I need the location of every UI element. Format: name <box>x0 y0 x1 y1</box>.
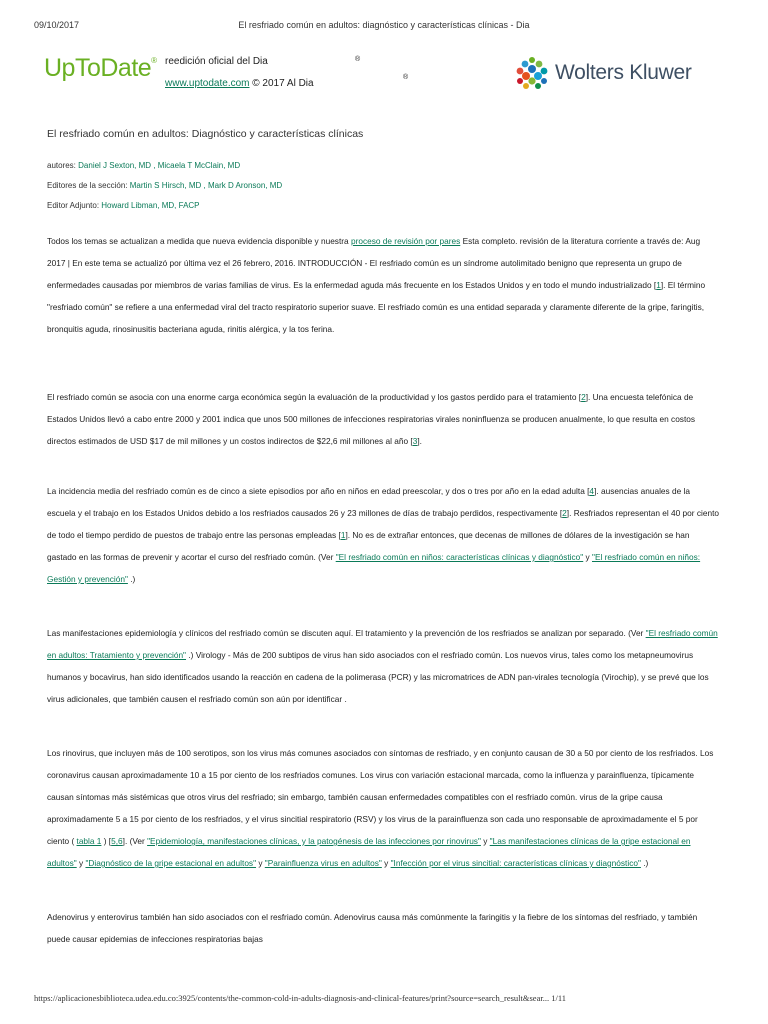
table-link[interactable]: tabla 1 <box>76 836 102 846</box>
reference-link[interactable]: 5,6 <box>111 836 123 846</box>
topic-link[interactable]: "Infección por el virus sincitial: características clínicas y diagnóstico" <box>390 858 641 868</box>
wolters-kluwer-globe-icon <box>515 56 549 90</box>
reference-link[interactable]: 1 <box>340 530 346 540</box>
topic-link[interactable]: "Diagnóstico de la gripe estacional en adultos" <box>85 858 257 868</box>
reedition-text: reedición oficial del Dia <box>165 56 268 67</box>
article-title: El resfriado común en adultos: Diagnóstico y características clínicas <box>47 128 364 140</box>
topic-link[interactable]: "Parainfluenza virus en adultos" <box>264 858 382 868</box>
paragraph-adenovirus: Adenovirus y enterovirus también han sido asociados con el resfriado común. Adenovirus causa más comúnmente la faringitis y la fiebre de los síntomas del resfriado, y también puede causar epidemias de infecciones respiratorias bajas <box>47 912 698 944</box>
author-names[interactable]: Daniel J Sexton, MD , Micaela T McClain, MD <box>78 161 241 170</box>
copyright-line: www.uptodate.com © 2017 Al Dia <box>165 78 314 89</box>
peer-review-link[interactable]: proceso de revisión por pares <box>350 236 461 246</box>
reference-link[interactable]: 2 <box>581 392 586 402</box>
paragraph-incidence: La incidencia media del resfriado común es de cinco a siete episodios por año en niños en edad preescolar, y dos o tres por año en la edad adulta [4]. ausencias anuales de la escuela y el trabajo en los Estados Unidos debido a los resfriados causados 26 y 23 millones de días de trabajo perdidos, respectivamente [2]. Resfriados representan el 40 por ciento de todo el tiempo perdido de puestos de trabajo entre las personas empleadas [1]. No es de extrañar entonces, que decenas de millones de dólares de la investigación se han gastado en las formas de prevenir y acortar el curso del resfriado común. (Ver "El resfriado común en niños: características clínicas y diagnóstico" y "El resfriado común en niños: Gestión y prevención" .) <box>47 486 719 584</box>
reference-link[interactable]: 4 <box>589 486 595 496</box>
uptodate-logo: UpToDate® <box>44 54 157 82</box>
reference-link[interactable]: 1 <box>656 280 661 290</box>
article <box>47 128 719 950</box>
print-title: El resfriado común en adultos: diagnóstico y características clínicas - Dia <box>238 20 530 30</box>
brand-header <box>0 50 768 100</box>
article-authors: autores: Daniel J Sexton, MD , Micaela T McClain, MD <box>47 161 241 170</box>
reference-link[interactable]: 2 <box>562 508 567 518</box>
paragraph-epidemiology: Las manifestaciones epidemiología y clínicos del resfriado común se discuten aquí. El tratamiento y la prevención de los resfriados se analizan por separado. (Ver "El resfriado común en adultos: Tratamiento y prevención" .) Virology - Más de 200 subtipos de virus han sido asociados con el resfriado común. Los nuevos virus, tales como los metapneumovirus humanos y bocavirus, han sido identificados usando la reacción en cadena de la polimerasa (PCR) y las micromatrices de ADN pan-virales tecnología (Virochip), y se prevé que los virus adicionales, que también causen el resfriado común son aún por identificar . <box>47 628 718 704</box>
article-deputy-editor: Editor Adjunto: Howard Libman, MD, FACP <box>47 201 200 210</box>
deputy-editor-name[interactable]: Howard Libman, MD, FACP <box>101 201 200 210</box>
print-date: 09/10/2017 <box>34 20 80 30</box>
publisher-name: Wolters Kluwer <box>555 61 692 84</box>
paragraph-rhinovirus: Los rinovirus, que incluyen más de 100 serotipos, son los virus más comunes asociados con síntomas de resfriado, y en conjunto causan de 30 a 50 por ciento de los resfriados. Los coronavirus causan aproximadamente 10 a 15 por ciento de los resfriados comunes. Los virus con variación estacional marcada, como la influenza y parainfluenza, típicamente causan síntomas más sistémicas que otros virus del resfriado; sin embargo, también causan enfermedades compatibles con el resfriado común. virus de la gripe causa aproximadamente 5 a 15 por ciento de los resfriados, y el virus sincitial respiratorio (RSV) y los virus de la parainfluenza son cada uno responsable de aproximadamente el 5 por ciento ( tabla 1 ) [5,6]. (Ver "Epidemiología, manifestaciones clínicas, y la patogénesis de las infecciones por rinovirus" y "Las manifestaciones clínicas de la gripe estacional en adultos" y "Diagnóstico de la gripe estacional en adultos" y "Parainfluenza virus en adultos" y "Infección por el virus sincitial: características clínicas y diagnóstico" .) <box>47 748 714 868</box>
print-header <box>0 20 768 34</box>
topic-link[interactable]: "Las manifestaciones clínicas de la gripe estacional en adultos" <box>47 836 691 868</box>
print-footer-url: https://aplicacionesbiblioteca.udea.edu.co:3925/contents/the-common-cold-in-adults-diagnosis-and-clinical-features/print?source=search_result&sear... 1/11 <box>34 993 567 1003</box>
topic-link[interactable]: "El resfriado común en niños: Gestión y prevención" <box>47 552 701 584</box>
registered-mark: ® <box>403 74 409 81</box>
paragraph-introduction: Todos los temas se actualizan a medida que nueva evidencia disponible y nuestra proceso de revisión por pares Esta completo. revisión de la literatura corriente a través de: Aug 2017 | En este tema se actualizó por última vez el 26 febrero, 2016. INTRODUCCIÓN - El resfriado común es un síndrome autolimitado benigno que representa un grupo de enfermedades causadas por miembros de varias familias de virus. Es la enfermedad aguda más frecuente en los Estados Unidos y en todo el mundo industrializado [1]. El término "resfriado común" se refiere a una enfermedad viral del tracto respiratorio superior suave. El resfriado común es una entidad separada y claramente diferente de la gripe, faringitis, bronquitis aguda, rinosinusitis bacteriana aguda, rinitis alérgica, y la tos ferina. <box>47 236 706 334</box>
reference-link[interactable]: 3 <box>412 436 418 446</box>
topic-link[interactable]: "Epidemiología, manifestaciones clínicas, y la patogénesis de las infecciones por rinovirus" <box>147 836 481 846</box>
editor-names[interactable]: Martin S Hirsch, MD , Mark D Aronson, MD <box>129 181 283 190</box>
article-editors: Editores de la sección: Martin S Hirsch, MD , Mark D Aronson, MD <box>47 181 283 190</box>
topic-link[interactable]: "El resfriado común en niños: características clínicas y diagnóstico" <box>335 552 584 562</box>
registered-mark: ® <box>355 56 361 63</box>
uptodate-link[interactable]: www.uptodate.com <box>165 78 250 89</box>
topic-link[interactable]: "El resfriado común en adultos: Tratamiento y prevención" <box>47 628 718 660</box>
paragraph-economic-burden: El resfriado común se asocia con una enorme carga económica según la evaluación de la productividad y los gastos perdido para el tratamiento [2]. Una encuesta telefónica de Estados Unidos llevó a cabo entre 2000 y 2001 indica que unos 500 millones de infecciones respiratorias virales noninfluenza se producen anualmente, lo que resulta en costos directos estimados de USD $17 de mil millones y un costos indirectos de $22,6 mil millones al año [3]. <box>47 392 696 446</box>
